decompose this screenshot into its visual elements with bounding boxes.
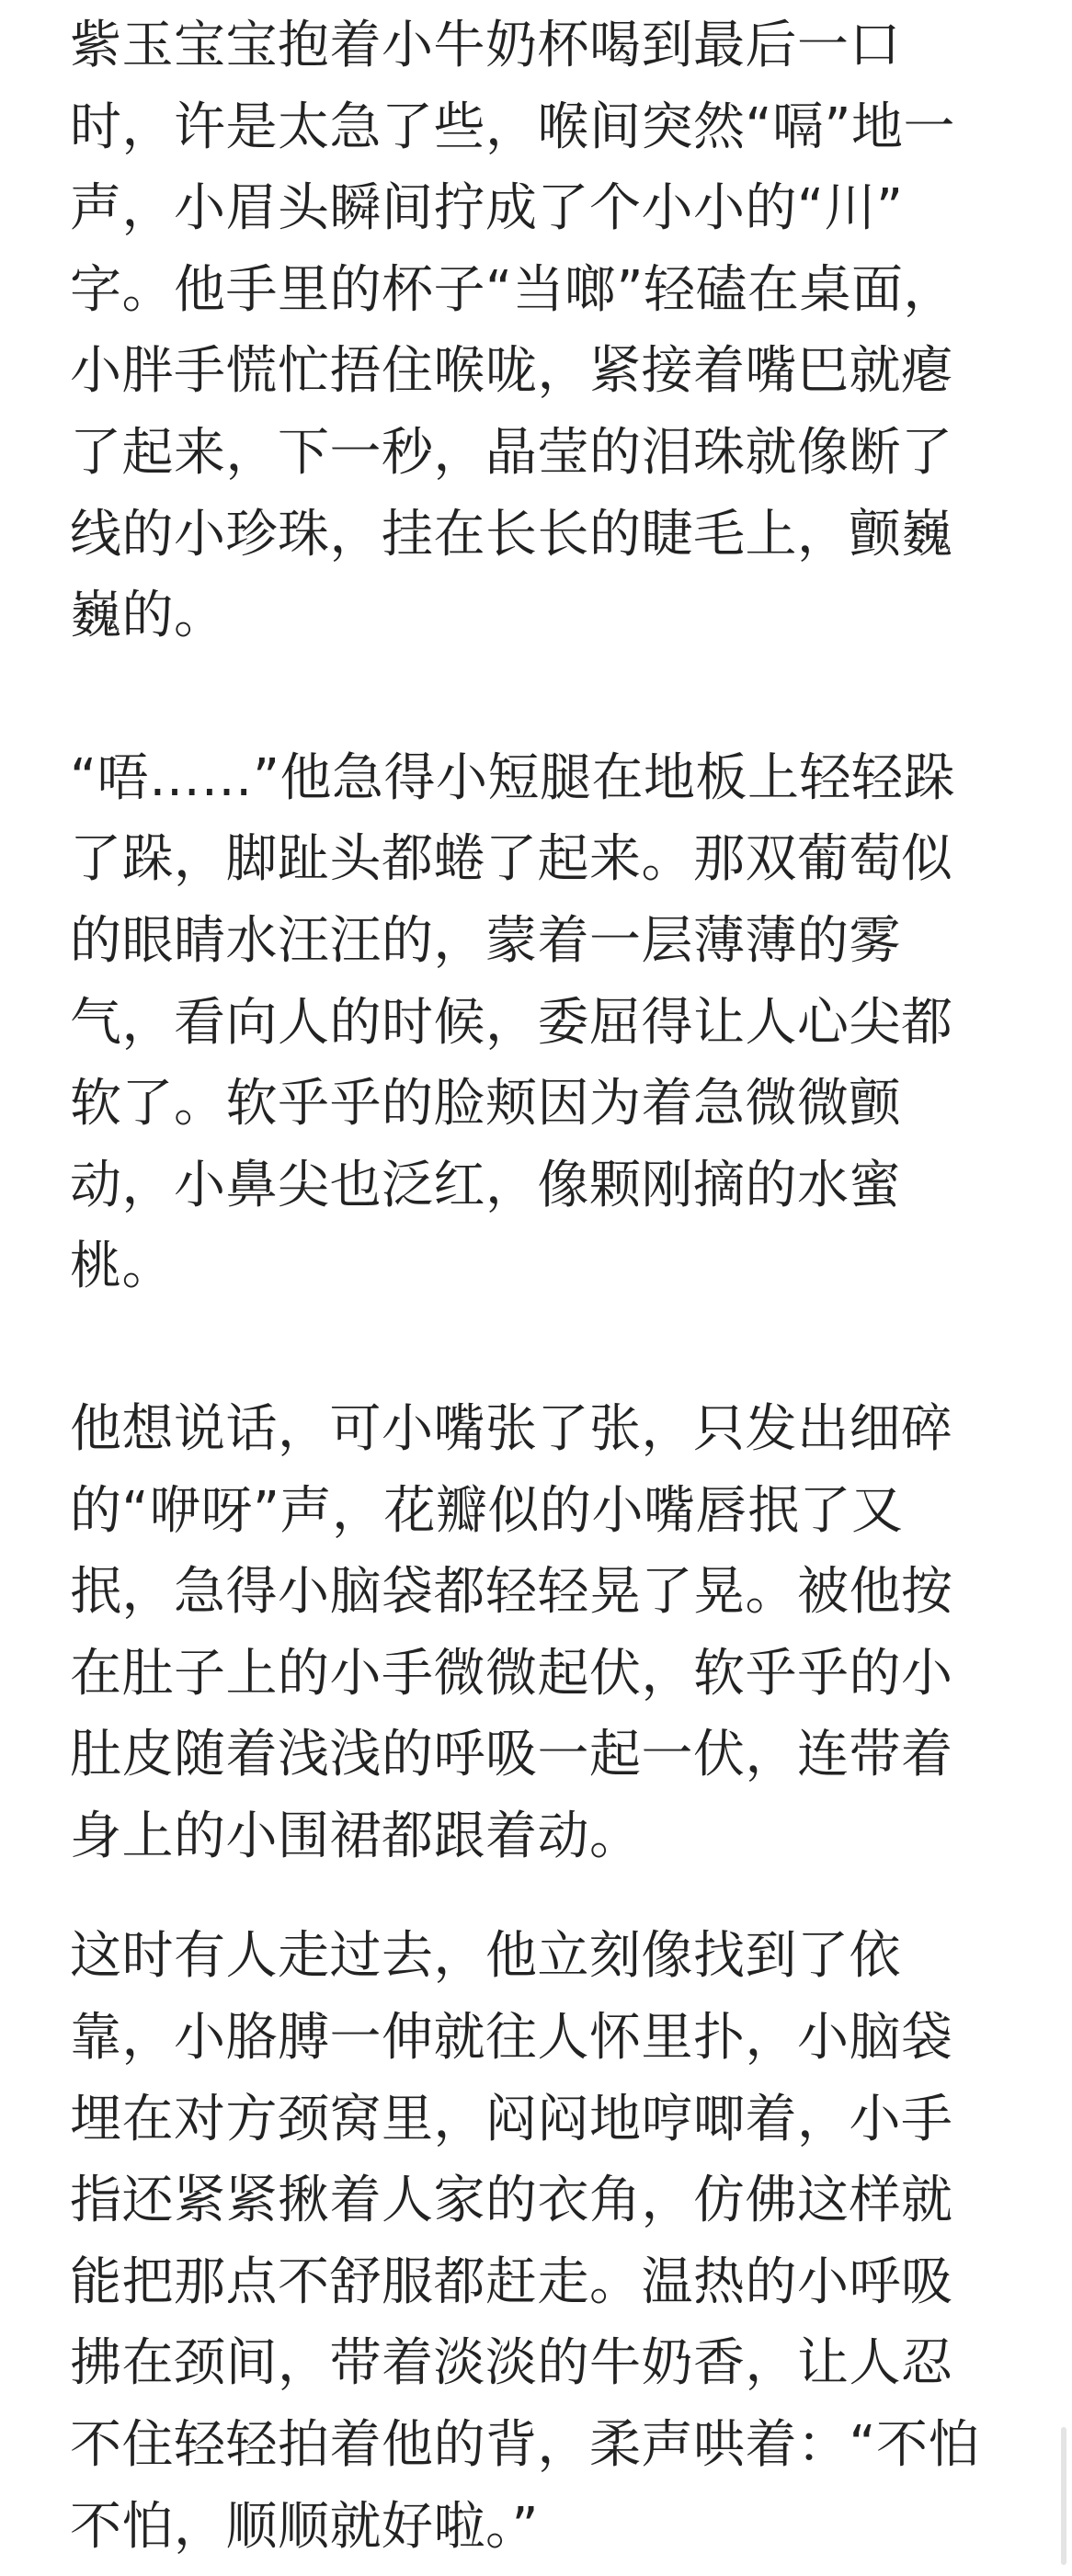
- text-line: 紫玉宝宝抱着小牛奶杯喝到最后一口: [70, 16, 901, 75]
- text-line: 软了。软乎乎的脸颊因为着急微微颤: [70, 1074, 901, 1134]
- text-line: 气，看向人的时候，委屈得让人心尖都: [70, 992, 953, 1053]
- paragraph-4: [70, 1916, 1026, 2568]
- text-line: 不住轻轻拍着他的背，柔声哄着：“不怕: [70, 2415, 981, 2476]
- text-line: 声，小眉头瞬间拧成了个小小的“川”: [70, 178, 904, 239]
- text-line: 拂在颈间，带着淡淡的牛奶香，让人忍: [70, 2333, 953, 2394]
- text-line: 抿，急得小脑袋都轻轻晃了晃。被他按: [70, 1562, 953, 1623]
- article-body: [70, 0, 1026, 2568]
- text-line: 动，小鼻尖也泛红，像颗刚摘的水蜜: [70, 1155, 901, 1215]
- text-line: 桃。: [70, 1237, 174, 1297]
- text-line: 这时有人走过去，他立刻像找到了依: [70, 1926, 901, 1987]
- paragraph-3: [70, 1389, 1026, 1878]
- text-line: 字。他手里的杯子“当啷”轻磕在桌面，: [70, 259, 956, 320]
- text-line: 指还紧紧揪着人家的衣角，仿佛这样就: [70, 2171, 953, 2231]
- text-line: 肚皮随着浅浅的呼吸一起一伏，连带着: [70, 1725, 953, 1785]
- text-line: 线的小珍珠，挂在长长的睫毛上，颤巍: [70, 504, 953, 564]
- text-line: 不怕，顺顺就好啦。”: [70, 2496, 540, 2557]
- paragraph-spacer: [70, 1308, 1026, 1389]
- text-line: 了跺，脚趾头都蜷了起来。那双葡萄似: [70, 829, 953, 890]
- paragraph-1: [70, 6, 1026, 657]
- text-line: 巍的。: [70, 586, 226, 646]
- text-line: 在肚子上的小手微微起伏，软乎乎的小: [70, 1643, 953, 1704]
- text-line: 埋在对方颈窝里，闷闷地哼唧着，小手: [70, 2089, 953, 2149]
- text-line: 他想说话，可小嘴张了张，只发出细碎: [70, 1398, 953, 1459]
- text-line: 身上的小围裙都跟着动。: [70, 1806, 642, 1866]
- paragraph-spacer: [70, 657, 1026, 738]
- text-line: “唔……”他急得小短腿在地板上轻轻跺: [70, 747, 956, 808]
- text-line: 的眼睛水汪汪的，蒙着一层薄薄的雾: [70, 910, 901, 971]
- paragraph-2: [70, 738, 1026, 1308]
- text-line: 的“咿呀”声，花瓣似的小嘴唇抿了又: [70, 1480, 904, 1541]
- paragraph-spacer: [70, 1877, 1026, 1916]
- text-line: 小胖手慌忙捂住喉咙，紧接着嘴巴就瘪: [70, 341, 953, 402]
- text-line: 时，许是太急了些，喉间突然“嗝”地一: [70, 97, 956, 157]
- text-line: 靠，小胳膊一伸就往人怀里扑，小脑袋: [70, 2008, 953, 2069]
- text-line: 能把那点不舒服都赶走。温热的小呼吸: [70, 2251, 953, 2312]
- text-line: 了起来，下一秒，晶莹的泪珠就像断了: [70, 422, 953, 483]
- scrollbar[interactable]: [1061, 2427, 1066, 2565]
